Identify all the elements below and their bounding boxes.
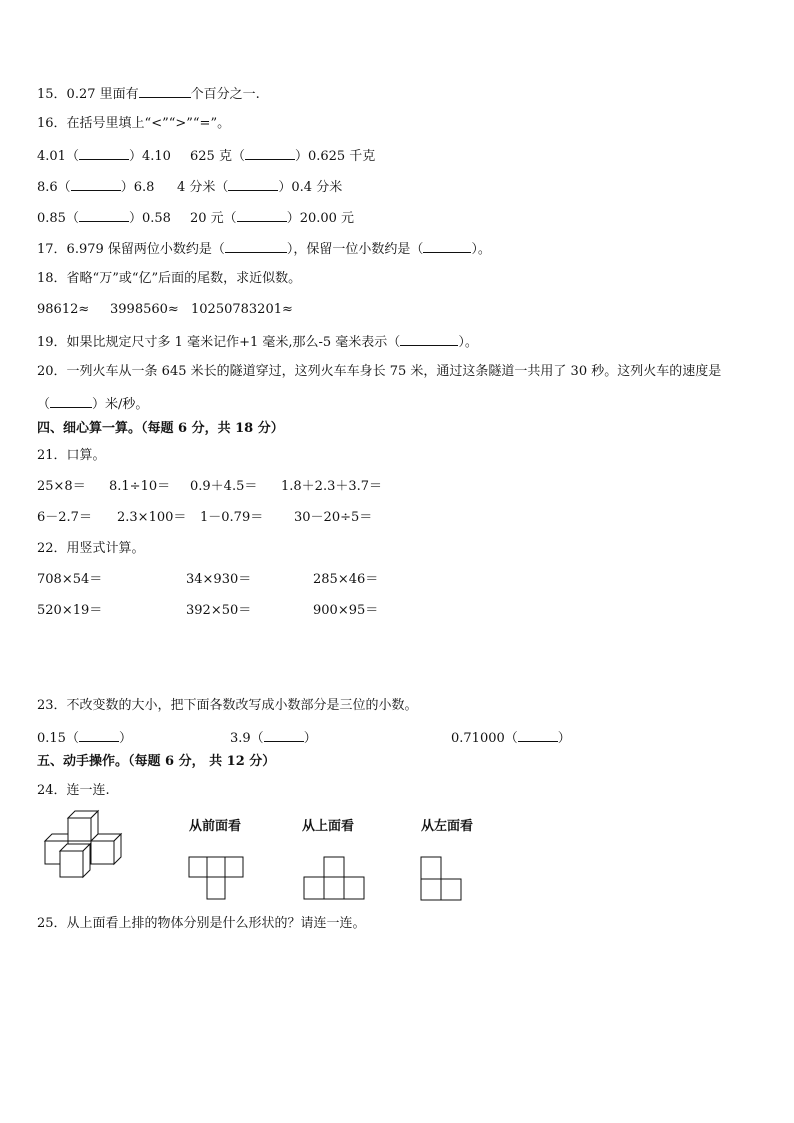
answer-blank[interactable] (518, 729, 558, 742)
q19-text-2: ）。 (458, 335, 478, 350)
question-20-line2 (37, 395, 148, 413)
compare-right: ）4.10 (128, 149, 171, 164)
question-15 (37, 85, 260, 103)
calc-item: 25×8＝ (37, 479, 86, 494)
answer-blank[interactable] (79, 209, 129, 222)
answer-blank[interactable] (71, 178, 121, 191)
approx-item: 98612≈ (37, 302, 90, 317)
section-5-title: 五、动手操作。（每题 6 分， 共 12 分） (37, 754, 276, 769)
question-24-title: 24．连一连. (37, 783, 110, 798)
answer-blank[interactable] (79, 147, 129, 160)
calc-item: 285×46＝ (313, 572, 379, 587)
view-label-front: 从前面看 (189, 819, 242, 834)
q15-text-pre: 15．0.27 里面有 (37, 87, 139, 102)
compare-left: 8.6（ (37, 180, 71, 195)
q17-text-2: ），保留一位小数约是（ (286, 242, 424, 257)
decimal-item: 0.15（ (37, 731, 79, 746)
front-view-shape[interactable] (188, 856, 248, 906)
answer-blank[interactable] (228, 178, 278, 191)
question-25-title: 25．从上面看上排的物体分别是什么形状的？请连一连。 (37, 916, 366, 931)
left-view-shape[interactable] (420, 856, 470, 906)
compare-right: ）0.58 (128, 211, 171, 226)
calc-item: 1－0.79＝ (200, 510, 264, 525)
calc-item: 900×95＝ (313, 603, 379, 618)
top-view-shape[interactable] (303, 856, 373, 906)
q20-text-2: ）米/秒。 (92, 397, 149, 412)
approx-item: 10250783201≈ (191, 302, 293, 317)
q15-text-post: 个百分之一. (190, 87, 260, 102)
section-4-title: 四、细心算一算。（每题 6 分，共 18 分） (37, 421, 284, 436)
compare-left: 0.85（ (37, 211, 79, 226)
stacked-cubes-figure (40, 806, 140, 886)
q19-text-1: 19．如果比规定尺寸多 1 毫米记作+1 毫米,那么-5 毫米表示（ (37, 335, 401, 350)
paren-close: ） (557, 731, 571, 746)
calc-item: 2.3×100＝ (117, 510, 187, 525)
calc-item: 30－20÷5＝ (294, 510, 373, 525)
question-19 (37, 333, 478, 351)
question-23-title: 23．不改变数的大小，把下面各数改写成小数部分是三位的小数。 (37, 698, 418, 713)
question-18-title: 18．省略“万”或“亿”后面的尾数，求近似数。 (37, 271, 302, 286)
question-17 (37, 240, 491, 258)
compare-right: ）20.00 元 (286, 211, 355, 226)
answer-blank[interactable] (237, 209, 287, 222)
answer-blank[interactable] (225, 240, 287, 253)
calc-item: 392×50＝ (186, 603, 252, 618)
answer-blank[interactable] (264, 729, 304, 742)
compare-left: 20 元（ (190, 211, 237, 226)
paren-close: ） (303, 731, 317, 746)
compare-left: 4 分米（ (177, 180, 229, 195)
compare-right: ）0.4 分米 (278, 180, 343, 195)
question-21-title: 21．口算。 (37, 448, 106, 463)
answer-blank[interactable] (50, 395, 92, 408)
paren-close: ） (118, 731, 132, 746)
q20-text-1: （ (37, 397, 51, 412)
answer-blank[interactable] (423, 240, 471, 253)
calc-item: 6－2.7＝ (37, 510, 92, 525)
answer-blank[interactable] (400, 333, 458, 346)
calc-item: 708×54＝ (37, 572, 103, 587)
view-label-top: 从上面看 (302, 819, 355, 834)
calc-item: 34×930＝ (186, 572, 252, 587)
q17-text-3: ）。 (471, 242, 491, 257)
approx-item: 3998560≈ (110, 302, 179, 317)
compare-left: 625 克（ (190, 149, 245, 164)
calc-item: 0.9＋4.5＝ (190, 479, 258, 494)
answer-blank[interactable] (139, 85, 191, 98)
q17-text-1: 17．6.979 保留两位小数约是（ (37, 242, 225, 257)
decimal-item: 3.9（ (230, 731, 264, 746)
compare-right: ）6.8 (120, 180, 155, 195)
answer-blank[interactable] (79, 729, 119, 742)
question-16-title: 16．在括号里填上“<”“>”“=”。 (37, 116, 231, 131)
answer-blank[interactable] (245, 147, 295, 160)
calc-item: 1.8＋2.3＋3.7＝ (281, 479, 383, 494)
calc-item: 520×19＝ (37, 603, 103, 618)
compare-left: 4.01（ (37, 149, 79, 164)
question-22-title: 22．用竖式计算。 (37, 541, 145, 556)
compare-right: ）0.625 千克 (294, 149, 376, 164)
decimal-item: 0.71000（ (451, 731, 518, 746)
question-20-line1: 20．一列火车从一条 645 米长的隧道穿过，这列火车车身长 75 米，通过这条隧道一共用了 30 秒。这列火车的速度是 (37, 364, 722, 379)
calc-item: 8.1÷10＝ (109, 479, 171, 494)
view-label-left: 从左面看 (421, 819, 474, 834)
